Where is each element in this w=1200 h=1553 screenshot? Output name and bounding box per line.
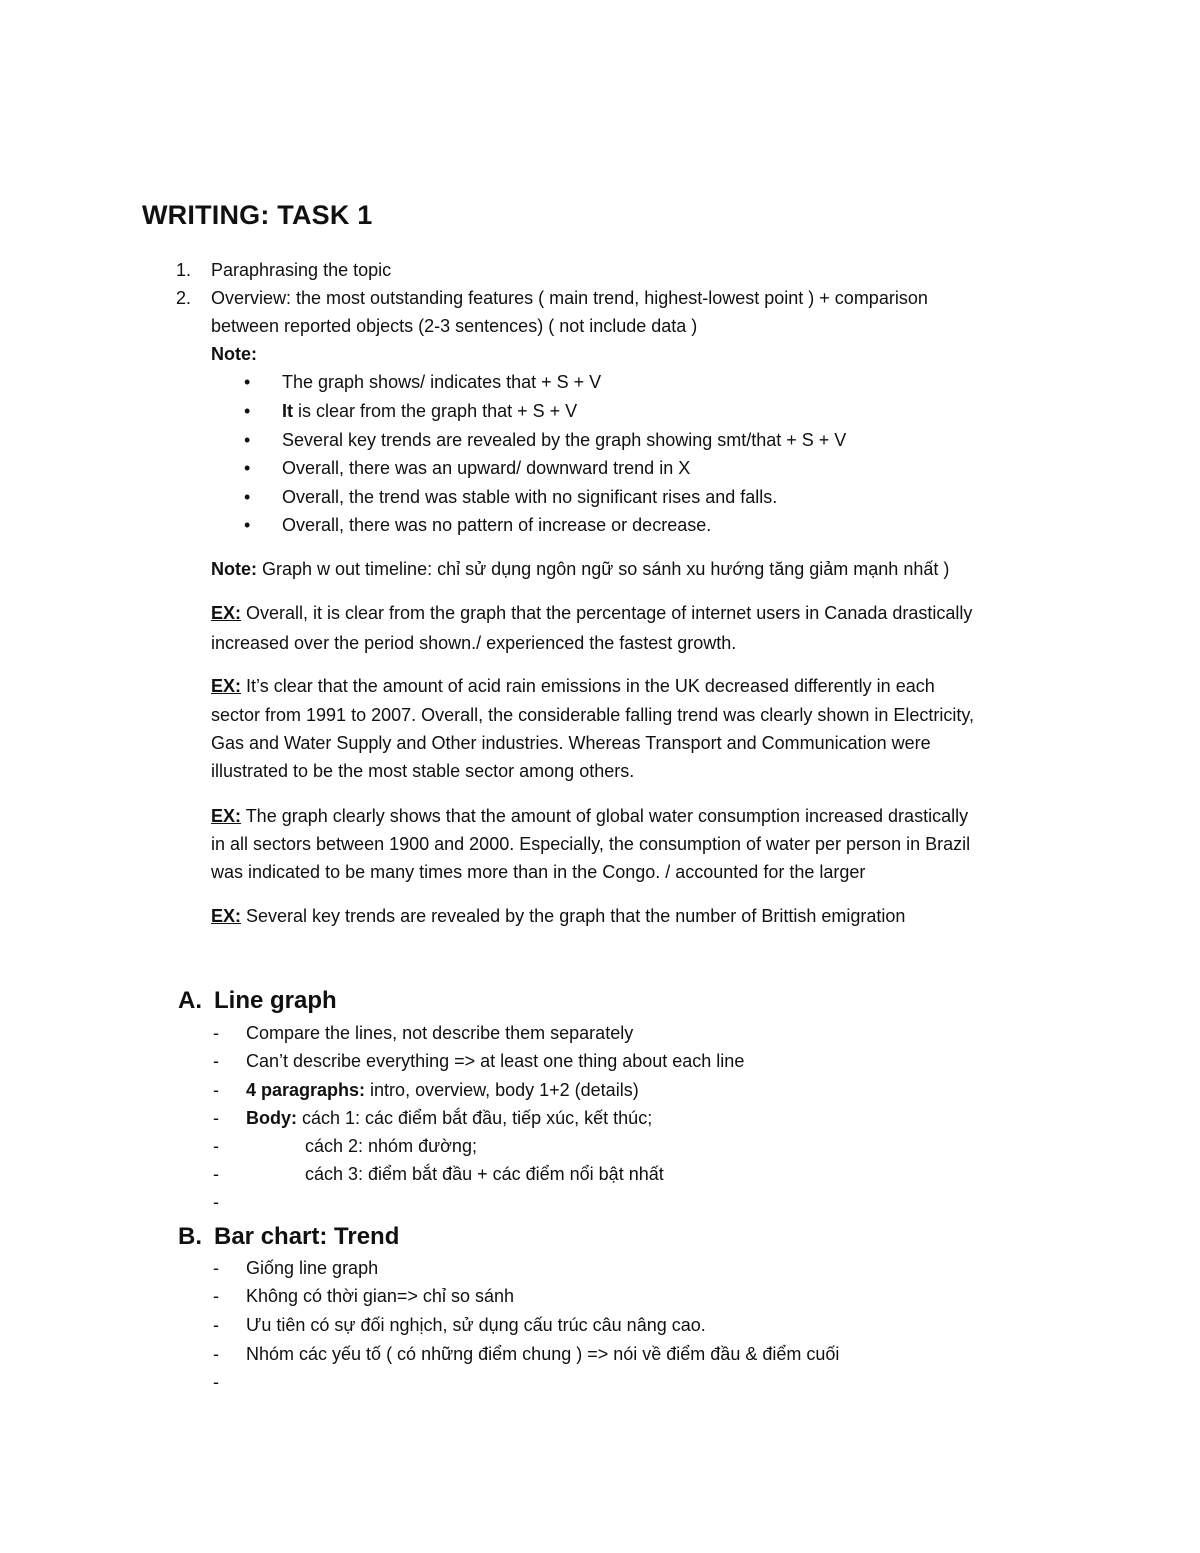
dash-marker: -: [213, 1080, 219, 1100]
bullet-item: [282, 454, 690, 482]
example-line: [211, 902, 905, 930]
bullet-item: [282, 426, 846, 454]
example-text: It’s clear that the amount of acid rain emissions in the UK decreased differently in each: [241, 676, 935, 696]
example-text: sector from 1991 to 2007. Overall, the considerable falling trend was clearly shown in Electricity,: [211, 705, 975, 725]
list-item-text: cách 1: các điểm bắt đầu, tiếp xúc, kết thúc;: [297, 1108, 653, 1128]
note-label: Note:: [211, 559, 257, 579]
dash-marker: -: [213, 1051, 219, 1071]
bullet-dot: •: [244, 487, 251, 507]
list-item: [246, 1019, 633, 1047]
section-b-letter: B.: [178, 1223, 202, 1250]
list-item: Nhóm các yếu tố ( có những điểm chung ) => nói về điểm đầu & điểm cuối: [246, 1344, 840, 1364]
page-title: WRITING: TASK 1: [142, 200, 373, 230]
bullet-dot: •: [244, 515, 251, 535]
example-label: EX:: [211, 676, 242, 696]
example-text: increased over the period shown./ experienced the fastest growth.: [211, 633, 737, 653]
bullet-dot: •: [244, 430, 251, 450]
bullet-dot: •: [244, 458, 251, 478]
list-item: Ưu tiên có sự đối nghịch, sử dụng cấu trúc câu nâng cao.: [246, 1315, 706, 1335]
example-text: Gas and Water Supply and Other industries. Whereas Transport and Communication were: [211, 733, 931, 753]
list-item: [305, 1132, 477, 1160]
numbered-item-1: [176, 256, 191, 284]
example-label: EX:: [211, 806, 242, 826]
section-b-heading: Bar chart: Trend: [214, 1223, 400, 1250]
list-item: Không có thời gian=> chỉ so sánh: [246, 1286, 514, 1306]
example-label: EX:: [211, 906, 242, 926]
timeline-note: [211, 555, 949, 583]
bullet-item: [282, 368, 601, 396]
dash-marker: -: [213, 1372, 219, 1392]
example-line: [211, 599, 972, 627]
list-item-text: Compare the lines, not describe them separately: [246, 1023, 634, 1043]
bullet-bold-text: It: [282, 401, 293, 421]
dash-marker: -: [213, 1286, 219, 1306]
dash-marker: -: [213, 1108, 219, 1128]
bullet-dot: •: [244, 372, 251, 392]
example-text: was indicated to be many times more than in the Congo. / accounted for the larger: [211, 862, 866, 882]
list-item: [246, 1104, 652, 1132]
example-line: [211, 672, 935, 700]
list-item-bold: Body:: [246, 1108, 297, 1128]
dash-marker: -: [213, 1258, 219, 1278]
example-text: The graph clearly shows that the amount of global water consumption increased drastically: [241, 806, 969, 826]
example-text: in all sectors between 1900 and 2000. Especially, the consumption of water per person in Brazil: [211, 834, 971, 854]
bullet-item: [282, 511, 711, 539]
bullet-text: is clear from the graph that + S + V: [293, 401, 578, 421]
numbered-item-2: [176, 284, 191, 312]
example-text: illustrated to be the most stable sector among others.: [211, 761, 635, 781]
section-a-letter: A.: [178, 987, 202, 1014]
example-text: Several key trends are revealed by the graph that the number of Brittish emigration: [241, 906, 906, 926]
list-item-text: intro, overview, body 1+2 (details): [365, 1080, 639, 1100]
bullet-text: Several key trends are revealed by the graph showing smt/that + S + V: [282, 430, 847, 450]
bullet-text: Overall, there was an upward/ downward trend in X: [282, 458, 691, 478]
dash-marker: -: [213, 1136, 219, 1156]
dash-marker: -: [213, 1164, 219, 1184]
overview-continuation: between reported objects (2-3 sentences) ( not include data ): [211, 316, 698, 336]
list-item: [246, 1076, 639, 1104]
dash-marker: -: [213, 1344, 219, 1364]
dash-marker: -: [213, 1023, 219, 1043]
item-number: 1.: [176, 260, 192, 280]
numbered-item-2-text: Overview: the most outstanding features ( main trend, highest-lowest point ) + comparison: [211, 288, 928, 308]
list-item: [246, 1047, 744, 1075]
list-item-text: Can’t describe everything => at least one thing about each line: [246, 1051, 745, 1071]
section-a-heading: Line graph: [214, 987, 337, 1014]
bullet-dot: •: [244, 401, 251, 421]
note-text: Graph w out timeline: chỉ sử dụng ngôn ngữ so sánh xu hướng tăng giảm mạnh nhất ): [257, 559, 950, 579]
example-line: [211, 802, 968, 830]
dash-marker: -: [213, 1192, 219, 1212]
numbered-item-1-text: Paraphrasing the topic: [211, 260, 392, 280]
dash-marker: -: [213, 1315, 219, 1335]
bullet-text: Overall, there was no pattern of increase or decrease.: [282, 515, 712, 535]
example-label: EX:: [211, 603, 242, 623]
bullet-item: [282, 397, 577, 425]
bullet-text: Overall, the trend was stable with no significant rises and falls.: [282, 487, 778, 507]
note-label: Note:: [211, 344, 257, 364]
list-item: Giống line graph: [246, 1258, 379, 1278]
list-item-text: cách 3: điểm bắt đầu + các điểm nổi bật nhất: [305, 1164, 664, 1184]
list-item: [305, 1160, 664, 1188]
list-item-bold: 4 paragraphs:: [246, 1080, 366, 1100]
item-number: 2.: [176, 288, 192, 308]
example-text: Overall, it is clear from the graph that the percentage of internet users in Canada drastically: [241, 603, 973, 623]
bullet-text: The graph shows/ indicates that + S + V: [282, 372, 602, 392]
list-item-text: cách 2: nhóm đường;: [305, 1136, 477, 1156]
bullet-item: [282, 483, 777, 511]
